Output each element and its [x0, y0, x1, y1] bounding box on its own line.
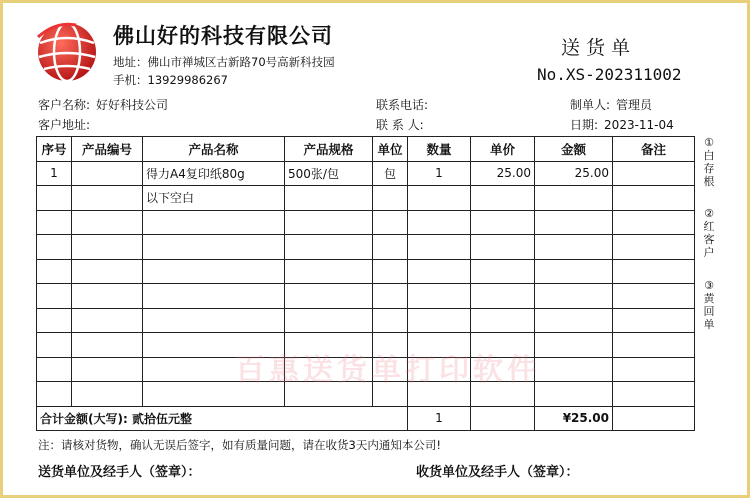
table-cell [373, 284, 408, 309]
table-row [37, 284, 695, 309]
table-cell: 25.00 [535, 161, 613, 186]
table-cell [408, 259, 471, 284]
table-cell [72, 210, 143, 235]
table-cell [535, 210, 613, 235]
table-cell [408, 235, 471, 260]
total-remark-cell [613, 406, 695, 431]
table-cell [285, 259, 373, 284]
table-cell: 1 [408, 161, 471, 186]
table-cell [471, 235, 535, 260]
table-cell [471, 259, 535, 284]
table-cell [143, 284, 285, 309]
column-header: 单价 [471, 137, 535, 162]
table-cell [373, 210, 408, 235]
table-cell [535, 186, 613, 211]
table-row [37, 210, 695, 235]
table-cell [535, 259, 613, 284]
date-value: 2023-11-04 [604, 118, 674, 132]
table-cell [535, 333, 613, 358]
table-cell [72, 357, 143, 382]
document-title: 送货单 [561, 37, 637, 59]
table-cell [373, 259, 408, 284]
table-cell [285, 308, 373, 333]
column-header: 单位 [373, 137, 408, 162]
table-cell [72, 308, 143, 333]
table-cell [37, 186, 72, 211]
table-row [37, 161, 695, 186]
table-cell [408, 186, 471, 211]
table-cell [37, 235, 72, 260]
table-cell [373, 235, 408, 260]
table-cell [408, 284, 471, 309]
footer-note: 注：请核对货物，确认无误后签字，如有质量问题，请在收货3天内通知本公司! [38, 438, 441, 452]
table-cell [613, 259, 695, 284]
table-cell [613, 308, 695, 333]
maker-value: 管理员 [616, 98, 653, 112]
table-cell [37, 333, 72, 358]
table-cell [72, 235, 143, 260]
table-cell [471, 186, 535, 211]
table-cell [37, 308, 72, 333]
table-row [37, 235, 695, 260]
table-cell [535, 235, 613, 260]
sender-signature: 送货单位及经手人（签章）： [38, 465, 201, 480]
table-cell: 25.00 [471, 161, 535, 186]
column-header: 产品名称 [143, 137, 285, 162]
table-cell [285, 235, 373, 260]
table-cell: 包 [373, 161, 408, 186]
globe-logo-icon [36, 21, 98, 83]
customer-name-row [38, 96, 168, 113]
column-header: 备注 [613, 137, 695, 162]
table-cell [535, 308, 613, 333]
phone-row [376, 96, 434, 113]
table-cell [37, 259, 72, 284]
table-cell [373, 186, 408, 211]
contact-label: 联 系 人: [376, 118, 424, 132]
table-cell [72, 186, 143, 211]
column-header: 序号 [37, 137, 72, 162]
table-cell [72, 284, 143, 309]
company-name: 佛山好的科技有限公司 [113, 24, 333, 48]
total-label: 合计金额(大写): 贰拾伍元整 [37, 406, 408, 431]
column-header: 数量 [408, 137, 471, 162]
side-note-yellow: ③黄回单 [703, 279, 715, 331]
column-header: 金额 [535, 137, 613, 162]
document-number: No.XS-202311002 [537, 65, 682, 84]
table-cell [143, 308, 285, 333]
table-cell [471, 210, 535, 235]
table-cell [535, 284, 613, 309]
company-phone: 手机：13929986267 [113, 73, 228, 87]
column-header: 产品规格 [285, 137, 373, 162]
table-cell [613, 284, 695, 309]
table-cell [72, 333, 143, 358]
table-row [37, 186, 695, 211]
customer-address-label: 客户地址: [38, 118, 91, 132]
side-note-red: ②红客户 [703, 207, 715, 259]
table-cell [613, 357, 695, 382]
company-address: 地址：佛山市禅城区古新路70号高新科技园 [113, 55, 335, 69]
table-cell [613, 235, 695, 260]
table-cell [285, 284, 373, 309]
table-cell [37, 382, 72, 407]
contact-row [376, 116, 430, 133]
table-cell [535, 357, 613, 382]
customer-name-value: 好好科技公司 [96, 98, 169, 112]
table-cell [72, 382, 143, 407]
total-quantity: 1 [408, 406, 471, 431]
table-cell [37, 210, 72, 235]
date-label: 日期: [570, 118, 599, 132]
table-cell: 1 [37, 161, 72, 186]
table-cell: 500张/包 [285, 161, 373, 186]
maker-row [570, 96, 652, 113]
table-cell [37, 284, 72, 309]
table-cell [613, 382, 695, 407]
table-cell: 以下空白 [143, 186, 285, 211]
table-cell [72, 259, 143, 284]
table-cell [72, 161, 143, 186]
table-cell [143, 210, 285, 235]
table-header-row [37, 137, 695, 162]
customer-name-label: 客户名称: [38, 98, 91, 112]
table-cell [613, 186, 695, 211]
table-cell: 得力A4复印纸80g [143, 161, 285, 186]
table-row [37, 308, 695, 333]
maker-label: 制单人: [570, 98, 611, 112]
side-note-white: ①白存根 [703, 136, 715, 188]
total-empty-cell [471, 406, 535, 431]
table-cell [373, 308, 408, 333]
column-header: 产品编号 [72, 137, 143, 162]
table-cell [471, 308, 535, 333]
table-cell [613, 161, 695, 186]
table-cell [408, 210, 471, 235]
receiver-signature: 收货单位及经手人（签章）： [416, 465, 579, 480]
total-row [37, 406, 695, 431]
customer-address-row [38, 116, 96, 133]
table-cell [613, 333, 695, 358]
table-cell [285, 210, 373, 235]
date-row [570, 116, 674, 133]
table-row [37, 259, 695, 284]
table-cell [285, 186, 373, 211]
table-cell [143, 259, 285, 284]
table-cell [471, 284, 535, 309]
total-amount: ¥25.00 [535, 406, 613, 431]
table-cell [408, 308, 471, 333]
watermark: 百惠送货单打印软件 [235, 353, 541, 388]
table-cell [37, 357, 72, 382]
table-cell [613, 210, 695, 235]
table-cell [143, 235, 285, 260]
table-cell [535, 382, 613, 407]
phone-label: 联系电话: [376, 98, 429, 112]
